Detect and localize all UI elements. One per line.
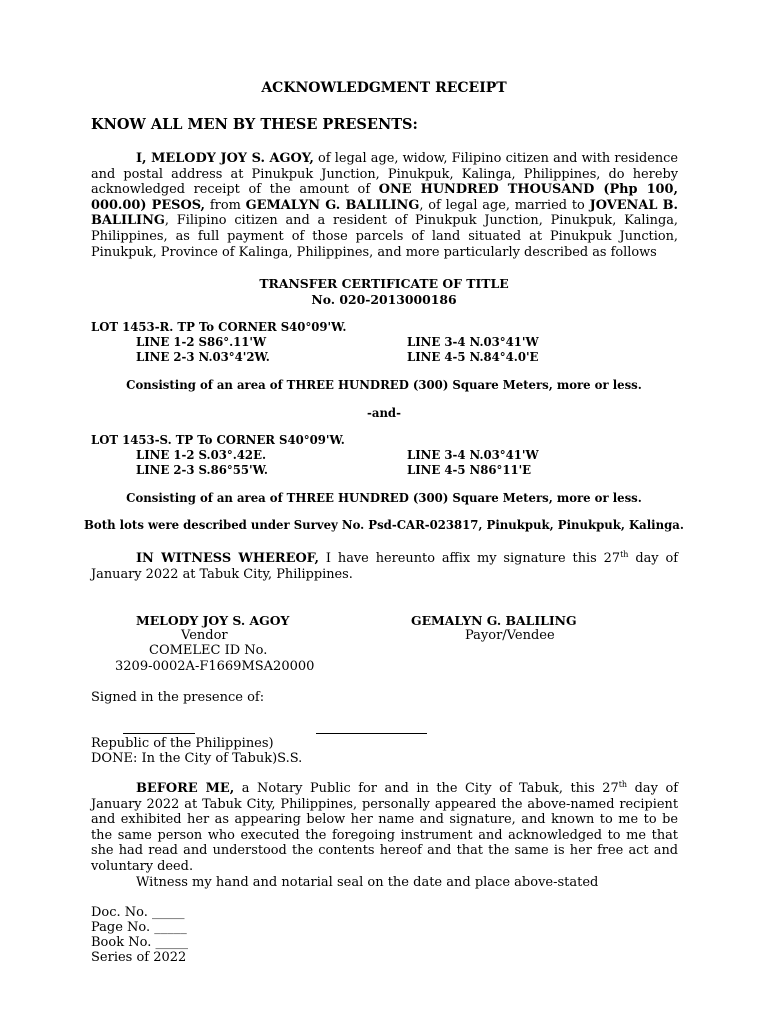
vendor-role: Vendor (181, 628, 228, 643)
lot-r-line-3-4: LINE 3-4 N.03°41'W (407, 335, 539, 349)
lot-s-heading: LOT 1453-S. TP To CORNER S40°09'W. (91, 433, 345, 447)
vendor-id-number: 3209-0002A-F1669MSA20000 (115, 659, 315, 674)
amount: ONE HUNDRED THOUSAND (Php 100, 000.00) PESOS, (91, 182, 678, 213)
republic-line: Republic of the Philippines) (91, 736, 274, 751)
witness-paragraph: IN WITNESS WHEREOF, I have hereunto affix my signature this 27th day of January 2022 at Tabuk City, Philippines. (91, 550, 679, 582)
series-year: Series of 2022 (91, 950, 187, 965)
lot-s-line-3-4: LINE 3-4 N.03°41'W (407, 448, 539, 462)
doc-number: Doc. No. _____ (91, 905, 185, 920)
witness-signature-line-1 (123, 733, 195, 734)
tct-number: No. 020-2013000186 (311, 292, 457, 307)
lot-r-line-2-3: LINE 2-3 N.03°4'2W. (136, 350, 270, 364)
book-number: Book No. _____ (91, 935, 188, 950)
vendor-id-label: COMELEC ID No. (149, 643, 268, 658)
lot-r-heading: LOT 1453-R. TP To CORNER S40°09'W. (91, 320, 347, 334)
lot-s-area: Consisting of an area of THREE HUNDRED (300) Square Meters, more or less. (126, 491, 642, 505)
page-number: Page No. _____ (91, 920, 187, 935)
done-line: DONE: In the City of Tabuk)S.S. (91, 751, 303, 766)
vendee-name: GEMALYN G. BALILING (411, 613, 577, 628)
lot-s-line-2-3: LINE 2-3 S.86°55'W. (136, 463, 268, 477)
receipt-paragraph: I, MELODY JOY S. AGOY, of legal age, widow, Filipino citizen and with residence and postal address at Pinukpuk Junction, Pinukpuk, Kalinga, Philippines, do hereby acknowledged receipt of the amount of ONE HUNDRED THOUSAND (Php 100, 000.00) PESOS, from GEMALYN G. BALILING, of legal age, married to JOVENAL B. BALILING, Filipino citizen and a resident of Pinukpuk Junction, Pinukpuk, Kalinga, Philippines, as full payment of those parcels of land situated at Pinukpuk Junction, Pinukpuk, Province of Kalinga, Philippines, and more particularly described as follows (91, 151, 678, 260)
vendor-name: MELODY JOY S. AGOY (136, 613, 290, 628)
spouse-name: JOVENAL B. BALILING (91, 197, 678, 229)
survey-note: Both lots were described under Survey No. Psd-CAR-023817, Pinukpuk, Pinukpuk, Kalinga. (84, 518, 684, 532)
and-separator: -and- (367, 406, 401, 420)
document-title: ACKNOWLEDGMENT RECEIPT (261, 80, 507, 96)
signed-presence-label: Signed in the presence of: (91, 690, 265, 705)
witness-signature-line-2 (316, 733, 427, 734)
lot-s-line-4-5: LINE 4-5 N86°11'E (407, 463, 532, 477)
lot-r-line-1-2: LINE 1-2 S86°.11'W (136, 335, 267, 349)
tct-title: TRANSFER CERTIFICATE OF TITLE (259, 276, 509, 291)
vendee-role: Payor/Vendee (465, 628, 555, 643)
lot-r-line-4-5: LINE 4-5 N.84°4.0'E (407, 350, 539, 364)
payor-name: GEMALYN G. BALILING (245, 197, 420, 213)
recipient-name: I, MELODY JOY S. AGOY, (136, 151, 314, 166)
opening-heading: KNOW ALL MEN BY THESE PRESENTS: (91, 116, 418, 133)
lot-r-area: Consisting of an area of THREE HUNDRED (300) Square Meters, more or less. (126, 378, 642, 392)
notarial-seal-text: Witness my hand and notarial seal on the date and place above-stated (136, 875, 599, 890)
lot-s-line-1-2: LINE 1-2 S.03°.42E. (136, 448, 267, 462)
notary-paragraph: BEFORE ME, a Notary Public for and in the City of Tabuk, this 27th day of January 2022 at Tabuk City, Philippines, personally appeared the above-named recipient and exhibited her as appearing below her name and signature, and known to me to be the same person who executed the foregoing instrument and acknowledged to me that she had read and understood the contents hereof and that the same is her free act and voluntary deed. (91, 780, 679, 874)
